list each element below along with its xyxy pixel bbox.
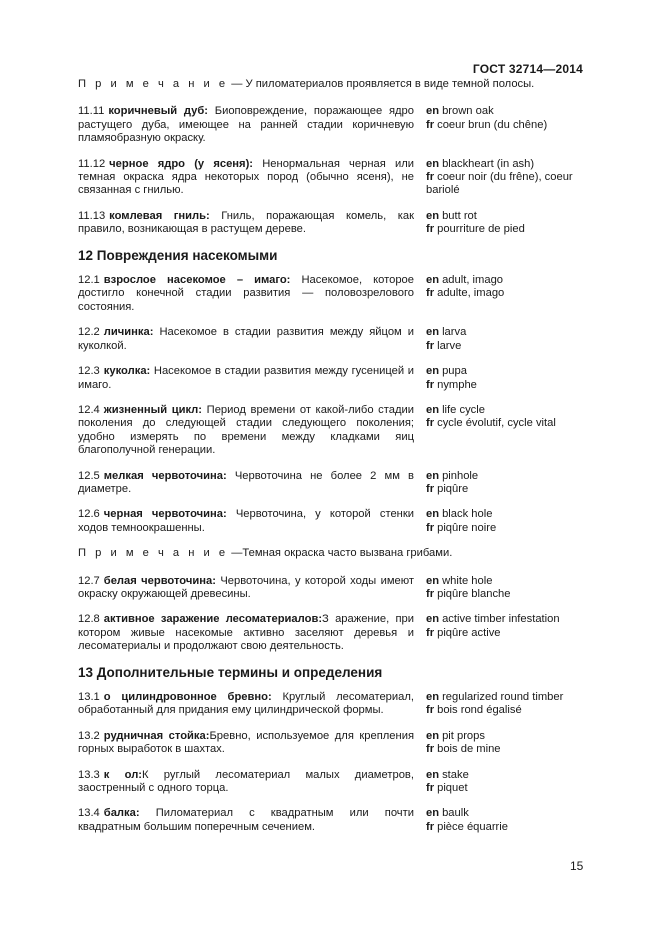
definition bbox=[78, 365, 426, 392]
lang-code-en: en bbox=[426, 729, 440, 742]
lang-code-fr: fr bbox=[426, 820, 435, 833]
term-name: комлевая гниль: bbox=[109, 209, 210, 222]
foreign-equivalents bbox=[426, 274, 583, 314]
english-equivalent bbox=[426, 365, 583, 378]
term-entry bbox=[78, 575, 583, 602]
lang-code-en: en bbox=[426, 403, 440, 416]
page-number: 15 bbox=[570, 859, 584, 873]
note-text: —Темная окраска часто вызвана грибами. bbox=[228, 547, 453, 560]
english-equivalent bbox=[426, 470, 583, 483]
term-definition: Бревно, используемое для крепления горных выработок в шахтах. bbox=[78, 729, 414, 756]
term-definition: Круглый лесоматериал, обработанный для придания ему цилиндрической формы. bbox=[78, 691, 414, 717]
lang-code-en: en bbox=[426, 807, 440, 820]
term-name: черное ядро (у ясеня): bbox=[109, 157, 254, 170]
term-number: 12.5 bbox=[78, 469, 100, 482]
section-title-13: 13 Дополнительные термины и определения bbox=[78, 664, 383, 680]
note bbox=[78, 547, 583, 560]
french-term: pourriture de pied bbox=[437, 223, 525, 236]
foreign-equivalents bbox=[426, 158, 583, 198]
french-equivalent bbox=[426, 821, 583, 834]
lang-code-fr: fr bbox=[426, 704, 435, 717]
term-name: балка: bbox=[103, 807, 140, 820]
french-equivalent bbox=[426, 171, 583, 198]
french-term: coeur noir (du frêne), coeur bariolé bbox=[426, 171, 573, 197]
term-entry bbox=[78, 807, 583, 834]
term-definition: Период времени от какой-либо стадии поколения до следующей стадии следующего поколения; удобно измерять по времени между кладками яиц благополучной генерации. bbox=[78, 403, 415, 457]
term-entry bbox=[78, 613, 583, 653]
term-name: о цилиндровонное бревно: bbox=[103, 691, 272, 703]
term-definition: Червоточина, у которой ходы имеют окраску окружающей древесины. bbox=[78, 574, 414, 600]
english-term: white hole bbox=[442, 574, 493, 587]
foreign-equivalents bbox=[426, 210, 583, 237]
definition bbox=[78, 274, 426, 314]
english-term: pinhole bbox=[442, 469, 479, 482]
lang-code-fr: fr bbox=[426, 171, 435, 184]
definition bbox=[78, 730, 426, 757]
term-entry bbox=[78, 404, 583, 458]
lang-code-fr: fr bbox=[426, 521, 435, 534]
note bbox=[78, 78, 583, 91]
term-entry bbox=[78, 326, 583, 353]
lang-code-fr: fr bbox=[426, 782, 435, 795]
foreign-equivalents bbox=[426, 365, 583, 392]
term-entry bbox=[78, 769, 583, 796]
term-number: 13.3 bbox=[78, 768, 100, 781]
term-definition: Пиломатериал с квадратным или почти квадратным большим поперечным сечением. bbox=[78, 807, 414, 833]
definition bbox=[78, 508, 426, 535]
term-name: активное заражение лесоматериалов: bbox=[103, 613, 323, 626]
term-number: 11.13 bbox=[78, 209, 106, 222]
term-definition: Червоточина, у которой стенки ходов темноокрашенны. bbox=[78, 508, 414, 534]
english-term: blackheart (in ash) bbox=[442, 157, 535, 170]
english-equivalent bbox=[426, 326, 583, 339]
french-equivalent bbox=[426, 704, 583, 717]
french-equivalent bbox=[426, 627, 583, 640]
french-equivalent bbox=[426, 223, 583, 236]
term-name: черная червоточина: bbox=[103, 508, 227, 521]
definition bbox=[78, 404, 426, 458]
definition bbox=[78, 210, 426, 237]
lang-code-fr: fr bbox=[426, 378, 435, 391]
term-name: рудничная стойка: bbox=[103, 729, 210, 742]
term-definition: Насекомое в стадии развития между яйцом и куколкой. bbox=[78, 326, 414, 352]
lang-code-fr: fr bbox=[426, 587, 435, 600]
term-number: 12.6 bbox=[78, 508, 100, 521]
english-equivalent bbox=[426, 769, 583, 782]
french-term: piqûre noire bbox=[437, 521, 497, 534]
french-term: bois rond égalisé bbox=[437, 704, 522, 717]
entries-12a bbox=[78, 274, 583, 535]
english-term: larva bbox=[442, 326, 467, 339]
french-term: pièce équarrie bbox=[437, 820, 508, 833]
french-equivalent bbox=[426, 782, 583, 795]
term-entry bbox=[78, 508, 583, 535]
definition bbox=[78, 326, 426, 353]
foreign-equivalents bbox=[426, 613, 583, 653]
french-equivalent bbox=[426, 588, 583, 601]
lang-code-en: en bbox=[426, 613, 440, 626]
foreign-equivalents bbox=[426, 404, 583, 458]
lang-code-fr: fr bbox=[426, 626, 435, 639]
english-term: stake bbox=[442, 768, 469, 781]
english-term: pit props bbox=[442, 729, 485, 742]
french-equivalent bbox=[426, 743, 583, 756]
english-term: pupa bbox=[442, 365, 467, 378]
note-label: П р и м е ч а н и е bbox=[78, 78, 229, 90]
french-term: nymphe bbox=[437, 378, 477, 391]
lang-code-fr: fr bbox=[426, 287, 435, 300]
french-term: larve bbox=[437, 339, 462, 352]
lang-code-en: en bbox=[426, 209, 440, 222]
lang-code-en: en bbox=[426, 274, 440, 287]
english-equivalent bbox=[426, 613, 583, 626]
definition bbox=[78, 807, 426, 834]
lang-code-en: en bbox=[426, 508, 440, 521]
entries-13 bbox=[78, 691, 583, 834]
term-definition: К руглый лесоматериал малых диаметров, заостренный с одного торца. bbox=[78, 768, 414, 795]
french-term: piquet bbox=[437, 782, 468, 795]
english-term: butt rot bbox=[442, 209, 477, 222]
foreign-equivalents bbox=[426, 105, 583, 145]
lang-code-fr: fr bbox=[426, 743, 435, 756]
french-term: piqûre blanche bbox=[437, 587, 511, 600]
french-equivalent bbox=[426, 379, 583, 392]
english-equivalent bbox=[426, 575, 583, 588]
term-entry bbox=[78, 730, 583, 757]
definition bbox=[78, 691, 426, 718]
french-equivalent bbox=[426, 287, 583, 300]
term-entry bbox=[78, 210, 583, 237]
english-equivalent bbox=[426, 105, 583, 118]
english-equivalent bbox=[426, 274, 583, 287]
foreign-equivalents bbox=[426, 326, 583, 353]
term-definition: Биоповреждение, поражающее ядро растущего дуба, имеющее на ранней стадии коричневую пламяобразную окраску. bbox=[78, 105, 414, 145]
foreign-equivalents bbox=[426, 470, 583, 497]
french-equivalent bbox=[426, 483, 583, 496]
term-number: 13.2 bbox=[78, 729, 100, 742]
english-term: black hole bbox=[442, 508, 493, 521]
french-term: bois de mine bbox=[437, 743, 501, 756]
term-name: к ол: bbox=[103, 768, 143, 781]
french-equivalent bbox=[426, 417, 583, 430]
foreign-equivalents bbox=[426, 730, 583, 757]
foreign-equivalents bbox=[426, 575, 583, 602]
foreign-equivalents bbox=[426, 807, 583, 834]
english-equivalent bbox=[426, 158, 583, 171]
english-term: baulk bbox=[442, 807, 469, 820]
term-name: куколка: bbox=[103, 365, 151, 378]
english-equivalent bbox=[426, 691, 583, 704]
page-content bbox=[78, 78, 583, 846]
term-number: 12.7 bbox=[78, 574, 100, 587]
term-definition: З аражение, при котором живые насекомые активно заселяют деревья и лесоматериалы и продолжают свою деятельность. bbox=[78, 613, 414, 653]
lang-code-fr: fr bbox=[426, 482, 435, 495]
lang-code-en: en bbox=[426, 469, 440, 482]
english-term: life cycle bbox=[442, 403, 485, 416]
term-entry bbox=[78, 274, 583, 314]
french-term: cycle évolutif, cycle vital bbox=[437, 417, 556, 430]
lang-code-en: en bbox=[426, 691, 440, 703]
note-text: — У пиломатериалов проявляется в виде темной полосы. bbox=[228, 78, 535, 90]
lang-code-en: en bbox=[426, 326, 440, 339]
foreign-equivalents bbox=[426, 508, 583, 535]
term-entry bbox=[78, 158, 583, 198]
term-name: коричневый дуб: bbox=[108, 105, 208, 118]
english-equivalent bbox=[426, 404, 583, 417]
definition bbox=[78, 575, 426, 602]
english-term: active timber infestation bbox=[442, 613, 560, 626]
french-term: coeur brun (du chêne) bbox=[437, 118, 548, 131]
lang-code-fr: fr bbox=[426, 417, 435, 430]
term-entry bbox=[78, 365, 583, 392]
lang-code-en: en bbox=[426, 157, 440, 170]
term-number: 12.3 bbox=[78, 365, 100, 378]
standard-header: ГОСТ 32714—2014 bbox=[472, 62, 583, 76]
english-term: adult, imago bbox=[442, 274, 504, 287]
english-term: brown oak bbox=[442, 105, 494, 118]
english-equivalent bbox=[426, 210, 583, 223]
lang-code-en: en bbox=[426, 768, 440, 781]
term-definition: Ненормальная черная или темная окраска ядра некоторых пород (обычно ясеня), не связанная с гнилью. bbox=[78, 157, 414, 197]
term-number: 12.8 bbox=[78, 613, 100, 626]
definition bbox=[78, 158, 426, 198]
definition bbox=[78, 613, 426, 653]
lang-code-en: en bbox=[426, 365, 440, 378]
term-name: мелкая червоточина: bbox=[103, 469, 227, 482]
french-equivalent bbox=[426, 522, 583, 535]
foreign-equivalents bbox=[426, 769, 583, 796]
term-number: 12.1 bbox=[78, 274, 100, 287]
french-equivalent bbox=[426, 119, 583, 132]
term-entry bbox=[78, 470, 583, 497]
lang-code-fr: fr bbox=[426, 339, 435, 352]
lang-code-en: en bbox=[426, 574, 440, 587]
term-name: белая червоточина: bbox=[103, 574, 216, 587]
term-number: 12.4 bbox=[78, 403, 100, 416]
english-equivalent bbox=[426, 807, 583, 820]
term-name: жизненный цикл: bbox=[103, 403, 203, 416]
term-entry bbox=[78, 105, 583, 145]
term-definition: Гниль, поражающая комель, как правило, возникающая в растущем дереве. bbox=[78, 209, 414, 236]
entries-11 bbox=[78, 105, 583, 236]
definition bbox=[78, 105, 426, 145]
entries-12b bbox=[78, 575, 583, 654]
term-entry bbox=[78, 691, 583, 718]
term-definition: Червоточина не более 2 мм в диаметре. bbox=[78, 469, 414, 495]
section-title-12: 12 Повреждения насекомыми bbox=[78, 247, 278, 263]
term-number: 13.1 bbox=[78, 691, 100, 703]
term-number: 11.12 bbox=[78, 157, 106, 170]
term-number: 11.11 bbox=[78, 105, 105, 118]
note-label: П р и м е ч а н и е bbox=[78, 547, 229, 560]
french-equivalent bbox=[426, 340, 583, 353]
term-definition: Насекомое в стадии развития между гусеницей и имаго. bbox=[78, 365, 414, 391]
lang-code-fr: fr bbox=[426, 118, 435, 131]
lang-code-en: en bbox=[426, 105, 440, 118]
french-term: piqûre bbox=[437, 482, 469, 495]
english-equivalent bbox=[426, 730, 583, 743]
french-term: adulte, imago bbox=[437, 287, 505, 300]
definition bbox=[78, 769, 426, 796]
term-number: 13.4 bbox=[78, 807, 100, 820]
english-equivalent bbox=[426, 508, 583, 521]
definition bbox=[78, 470, 426, 497]
english-term: regularized round timber bbox=[442, 691, 564, 703]
term-definition: Насекомое, которое достигло конечной стадии развития — половозрелового состояния. bbox=[78, 274, 414, 313]
foreign-equivalents bbox=[426, 691, 583, 718]
term-number: 12.2 bbox=[78, 326, 100, 339]
french-term: piqûre active bbox=[437, 626, 501, 639]
term-name: личинка: bbox=[103, 326, 154, 339]
lang-code-fr: fr bbox=[426, 223, 435, 236]
term-name: взрослое насекомое – имаго: bbox=[103, 274, 291, 287]
